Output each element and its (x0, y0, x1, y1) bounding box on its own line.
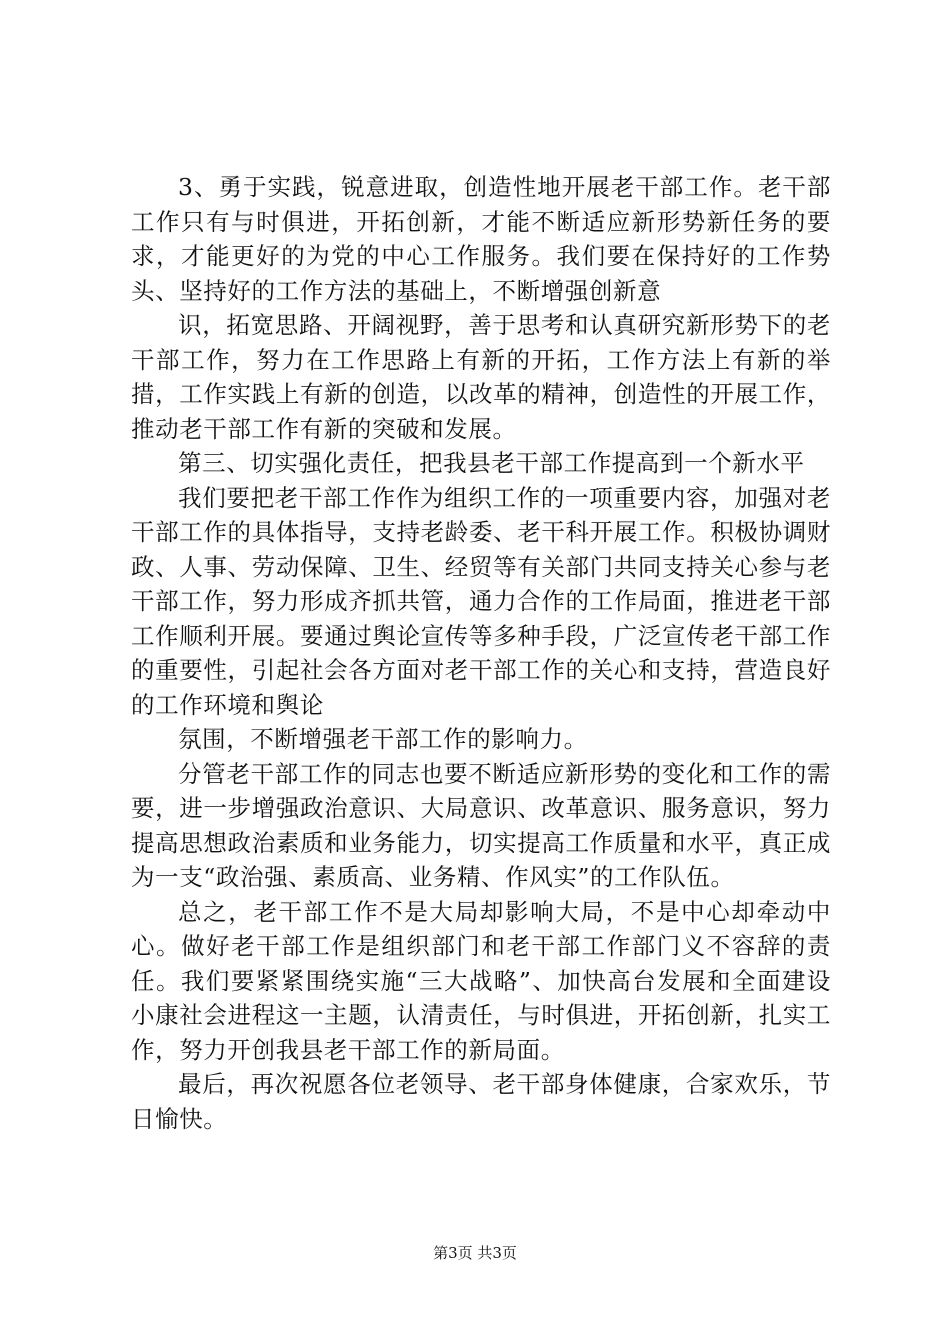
section-heading-responsibility: 第三、切实强化责任，把我县老干部工作提高到一个新水平 (178, 449, 805, 477)
document-body (131, 170, 831, 1136)
paragraph-coordination: 我们要把老干部工作作为组织工作的一项重要内容，加强对老干部工作的具体指导，支持老龄委、老干科开展工作。积极协调财政、人事、劳动保障、卫生、经贸等有关部门共同支持关心参与老干部工作，努力形成齐抓共管，通力合作的工作局面，推进老干部工作顺利开展。要通过舆论宣传等多种手段，广泛宣传老干部工作的重要性，引起社会各方面对老干部工作的关心和支持，营造良好的工作环境和舆论 (131, 483, 831, 719)
paragraph-coordination-continued: 氛围，不断增强老干部工作的影响力。 (178, 725, 588, 753)
paragraph-innovation-continued: 识，拓宽思路、开阔视野，善于思考和认真研究新形势下的老干部工作，努力在工作思路上有新的开拓，工作方法上有新的举措，工作实践上有新的创造，以改革的精神，创造性的开展工作，推动老干部工作有新的突破和发展。 (131, 311, 831, 443)
paragraph-closing: 最后，再次祝愿各位老领导、老干部身体健康，合家欢乐，节日愉快。 (131, 1070, 831, 1133)
paragraph-staff: 分管老干部工作的同志也要不断适应新形势的变化和工作的需要，进一步增强政治意识、大局意识、改革意识、服务意识，努力提高思想政治素质和业务能力，切实提高工作质量和水平，真正成为一支“政治强、素质高、业务精、作风实”的工作队伍。 (131, 759, 831, 891)
paragraph-innovation: 3、勇于实践，锐意进取，创造性地开展老干部工作。老干部工作只有与时俱进，开拓创新，才能不断适应新形势新任务的要求，才能更好的为党的中心工作服务。我们要在保持好的工作势头、坚持好的工作方法的基础上，不断增强创新意 (131, 173, 831, 305)
paragraph-summary: 总之，老干部工作不是大局却影响大局，不是中心却牵动中心。做好老干部工作是组织部门和老干部工作部门义不容辞的责任。我们要紧紧围绕实施“三大战略”、加快高台发展和全面建设小康社会进程这一主题，认清责任，与时俱进，开拓创新，扎实工作，努力开创我县老干部工作的新局面。 (131, 897, 831, 1064)
page-number-footer: 第3页 共3页 (433, 1244, 517, 1262)
